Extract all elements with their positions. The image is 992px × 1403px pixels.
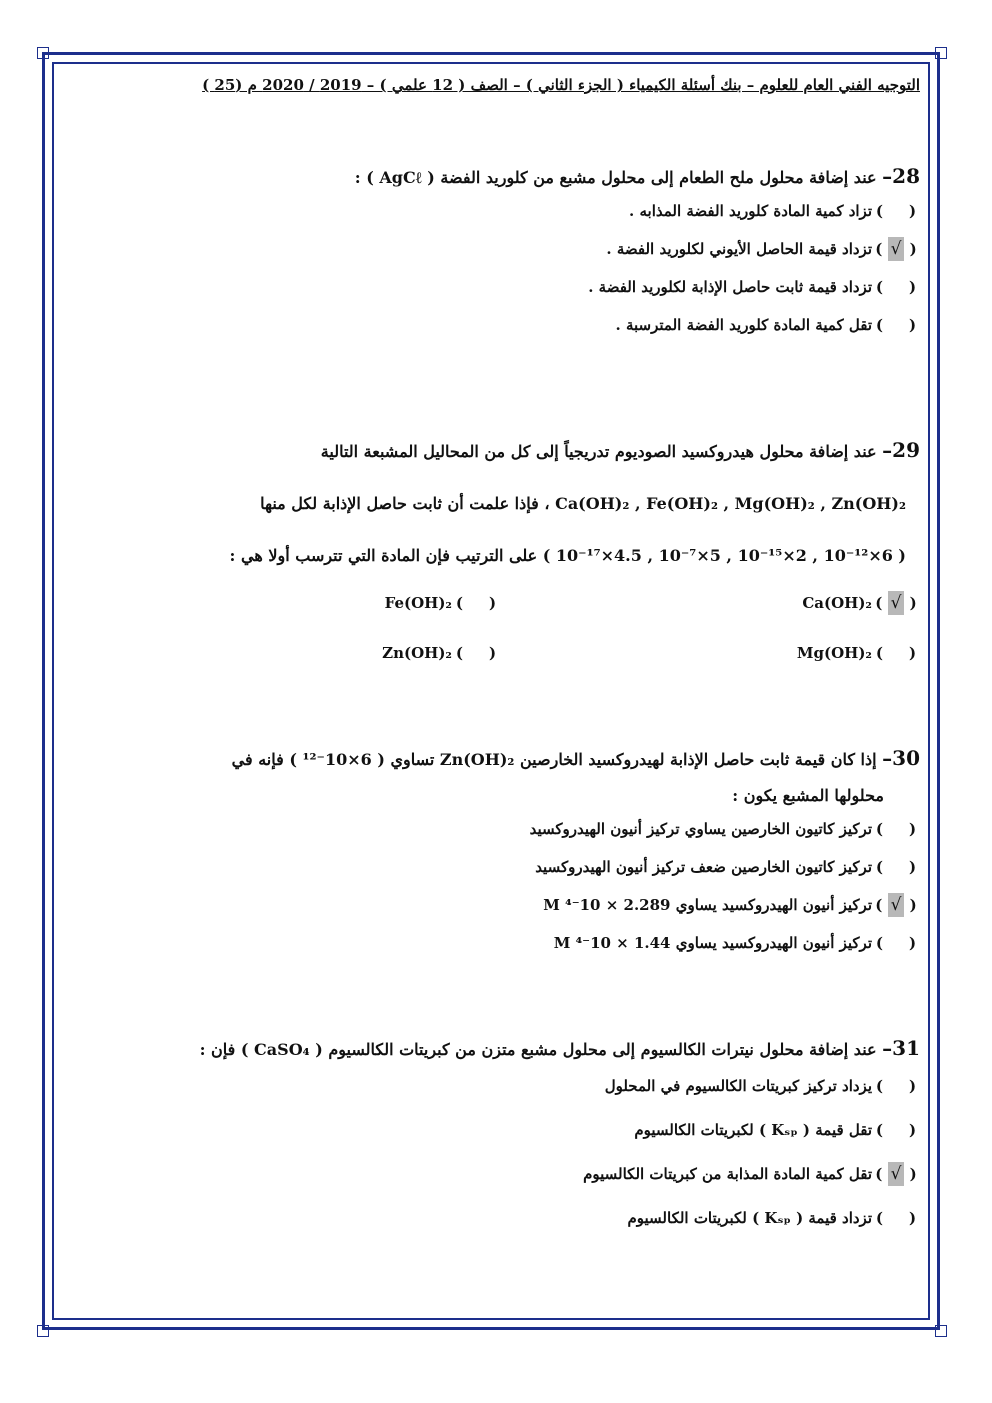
answer-box[interactable]: ( √ ) (875, 239, 917, 259)
question-stem (80, 162, 920, 192)
question-text: عند إضافة محلول نيترات الكالسيوم إلى محلول مشبع متزن من كبريتات الكالسيوم ( CaSO₄ ) فإن : (199, 1040, 877, 1059)
option-d[interactable] (80, 634, 500, 672)
question-text: عند إضافة محلول ملح الطعام إلى محلول مشبع من كلوريد الفضة ( AgCℓ ) : (354, 168, 877, 187)
option-text: تزاد كمية المادة كلوريد الفضة المذابه . (629, 202, 872, 220)
answer-box[interactable]: ( ) (455, 644, 497, 662)
question-stem (80, 744, 920, 774)
option-d[interactable] (80, 306, 920, 344)
option-b[interactable] (80, 848, 920, 886)
answer-box[interactable]: ( ) (875, 858, 917, 876)
option-text: تقل قيمة ( Kₛₚ ) لكبريتات الكالسيوم (634, 1121, 872, 1139)
check-mark-icon: √ (888, 237, 905, 261)
question-30 (80, 744, 920, 962)
option-c[interactable] (80, 268, 920, 306)
option-c[interactable] (500, 634, 920, 672)
options-row-2 (80, 634, 920, 672)
option-text: تزداد قيمة ثابت حاصل الإذابة لكلوريد الفضة . (588, 278, 872, 296)
question-number: 30– (882, 746, 920, 770)
answer-box[interactable]: ( √ ) (875, 1164, 917, 1184)
option-b[interactable] (80, 230, 920, 268)
option-a[interactable] (80, 1064, 920, 1108)
option-a[interactable] (80, 810, 920, 848)
question-number: 29– (882, 438, 920, 462)
answer-box[interactable]: ( ) (875, 1209, 917, 1227)
question-text-line3: ( 6×10⁻¹² , 2×10⁻¹⁵ , 5×10⁻⁷ , 4.5×10⁻¹⁷ ) على الترتيب فإن المادة التي تترسب أولا هي : (229, 546, 906, 565)
question-text: إذا كان قيمة ثابت حاصل الإذابة لهيدروكسيد الخارصين Zn(OH)₂ تساوي ( 6×10⁻¹² ) فإنه في (231, 750, 877, 769)
option-text: تركيز كاتيون الخارصين ضعف تركيز أنيون الهيدروكسيد (535, 858, 872, 876)
answer-box[interactable]: ( ) (875, 1121, 917, 1139)
question-text-line2: Ca(OH)₂ , Fe(OH)₂ , Mg(OH)₂ , Zn(OH)₂ ، فإذا علمت أن ثابت حاصل الإذابة لكل منها (260, 494, 906, 513)
option-c[interactable] (80, 1152, 920, 1196)
options-row-1 (80, 584, 920, 622)
option-text: تركيز أنيون الهيدروكسيد يساوي 1.44 × 10⁻⁴ M (553, 934, 872, 952)
option-a[interactable] (500, 584, 920, 622)
question-31 (80, 1034, 920, 1240)
answer-box[interactable]: ( ) (875, 316, 917, 334)
option-text: تركيز أنيون الهيدروكسيد يساوي 2.289 × 10⁻⁴ M (543, 896, 872, 914)
option-text: Zn(OH)₂ (382, 644, 452, 662)
option-a[interactable] (80, 192, 920, 230)
question-29 (80, 436, 920, 672)
answer-box[interactable]: ( ) (875, 1077, 917, 1095)
answer-box[interactable]: ( √ ) (875, 593, 917, 613)
border-corner (935, 47, 947, 59)
option-text: تزداد قيمة الحاصل الأيوني لكلوريد الفضة . (606, 240, 872, 258)
question-stem (80, 1034, 920, 1064)
document-page (70, 70, 920, 1227)
answer-box[interactable]: ( ) (455, 594, 497, 612)
question-text-line2: محلولها المشبع يكون : (732, 786, 884, 805)
option-text: تركيز كاتيون الخارصين يساوي تركيز أنيون الهيدروكسيد (529, 820, 872, 838)
page-header: التوجيه الفني العام للعلوم – بنك أسئلة الكيمياء ( الجزء الثاني ) – الصف ( 12 علمي ) – 2019 / 2020 م (25 ) (202, 76, 920, 94)
option-text: Fe(OH)₂ (384, 594, 452, 612)
answer-box[interactable]: ( ) (875, 278, 917, 296)
border-corner (935, 1325, 947, 1337)
question-28 (80, 162, 920, 344)
answer-box[interactable]: ( ) (875, 820, 917, 838)
question-number: 31– (882, 1036, 920, 1060)
option-c[interactable] (80, 886, 920, 924)
option-text: تقل كمية المادة كلوريد الفضة المترسبة . (615, 316, 872, 334)
border-corner (37, 47, 49, 59)
option-text: تزداد قيمة ( Kₛₚ ) لكبريتات الكالسيوم (627, 1209, 872, 1227)
option-d[interactable] (80, 924, 920, 962)
answer-box[interactable]: ( ) (875, 644, 917, 662)
check-mark-icon: √ (888, 591, 905, 615)
answer-box[interactable]: ( ) (875, 202, 917, 220)
option-text: يزداد تركيز كبريتات الكالسيوم في المحلول (604, 1077, 872, 1095)
check-mark-icon: √ (888, 893, 905, 917)
answer-box[interactable]: ( ) (875, 934, 917, 952)
answer-box[interactable]: ( √ ) (875, 895, 917, 915)
question-text: عند إضافة محلول هيدروكسيد الصوديوم تدريجياً إلى كل من المحاليل المشبعة التالية (320, 442, 877, 461)
option-d[interactable] (80, 1196, 920, 1240)
option-text: Ca(OH)₂ (802, 594, 872, 612)
question-number: 28– (882, 164, 920, 188)
border-corner (37, 1325, 49, 1337)
question-stem (80, 436, 920, 466)
option-text: تقل كمية المادة المذابة من كبريتات الكالسيوم (583, 1165, 872, 1183)
option-b[interactable] (80, 584, 500, 622)
check-mark-icon: √ (888, 1162, 905, 1186)
option-text: Mg(OH)₂ (796, 644, 872, 662)
option-b[interactable] (80, 1108, 920, 1152)
